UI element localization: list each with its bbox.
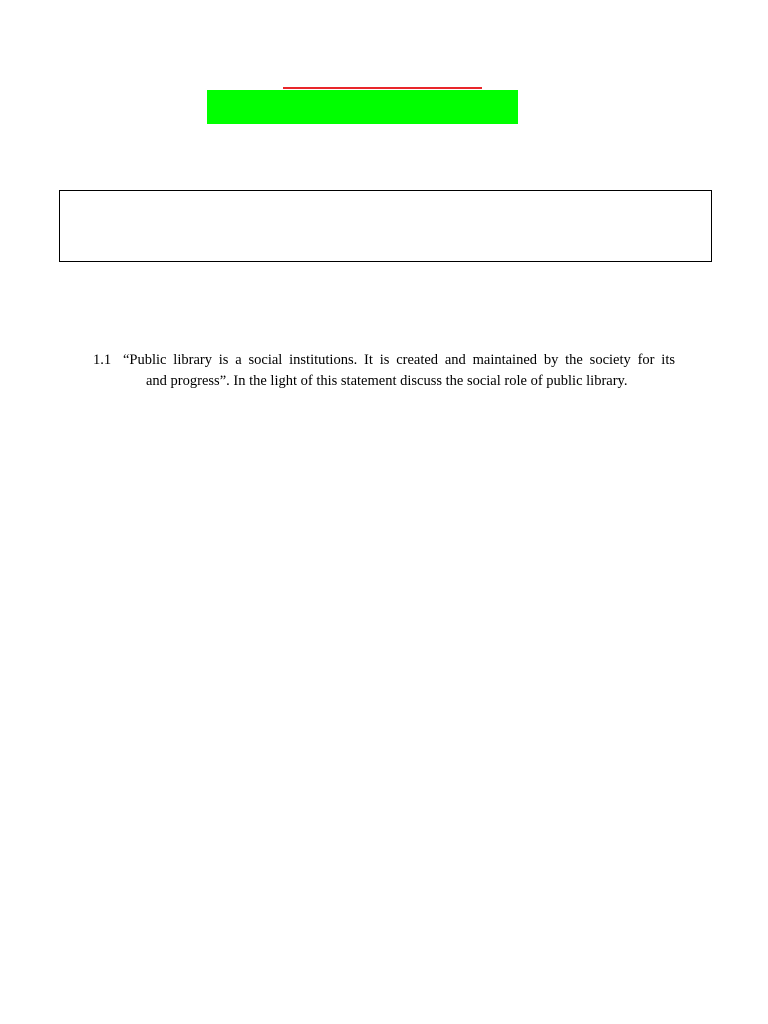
question-block: [93, 350, 675, 392]
header-highlight-band: [207, 90, 518, 124]
question-number: 1.1: [93, 352, 112, 368]
instruction-box: [59, 190, 712, 262]
question-line-1: [93, 350, 675, 371]
header-red-rule: [283, 87, 482, 89]
question-text-line-2: and progress”. In the light of this statement discuss the social role of public library.: [146, 373, 628, 389]
question-text-line-1: “Public library is a social institutions. It is created and maintained by the society for its: [123, 352, 675, 368]
